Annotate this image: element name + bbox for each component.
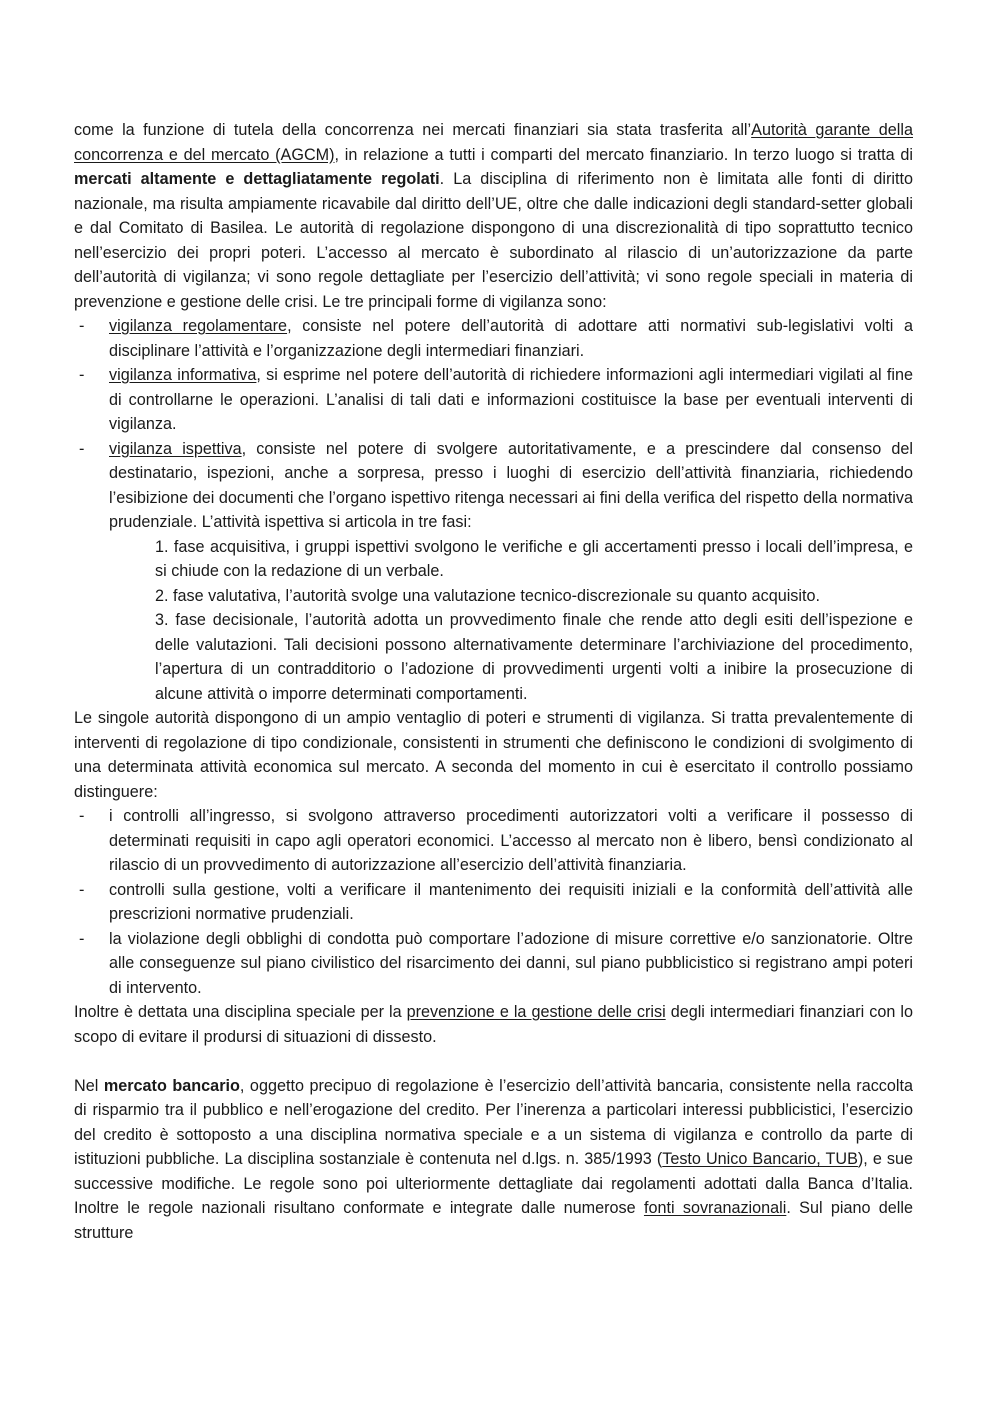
text: degli intermediari finanziari con lo scopo di evitare il prodursi di situazioni di dissesto. xyxy=(74,1003,914,1046)
text: . La disciplina di riferimento non è limitata alle fonti di diritto nazionale, ma risulta ampiamente ricavabile dal diritto dell’UE, oltre che dalle indicazioni degli standard-setter globali e dal Comitato di Basilea. Le autorità di regolazione dispongono di una discrezionalità di tipo soprattutto tecnico nell’esercizio dei propri poteri. L’accesso al mercato è subordinato al rilascio di un’autorizzazione da parte dell’autorità di vigilanza; vi sono regole dettagliate per l’esercizio dell’attività; vi sono regole speciali in materia di prevenzione e gestione delle crisi. Le tre principali forme di vigilanza sono: xyxy=(74,170,914,311)
list-item-violazione-obblighi: - la violazione degli obblighi di condotta può comportare l’adozione di misure correttive e/o sanzionatorie. Oltre alle conseguenze sul piano civilistico del risarcimento dei danni, sul piano pubblicistico si registrano ampi poteri di intervento. xyxy=(74,927,913,1001)
text: . Sul piano delle strutture xyxy=(74,1199,913,1242)
list-item-controlli-gestione: - controlli sulla gestione, volti a verificare il mantenimento dei requisiti iniziali e la conformità dell’attività alle prescrizioni normative prudenziali. xyxy=(74,878,913,927)
link-fonti-sovranazionali[interactable]: fonti sovranazionali xyxy=(643,1199,787,1217)
list-item-fase-valutativa: 2. fase valutativa, l’autorità svolge una valutazione tecnico-discrezionale su quanto acquisito. xyxy=(155,586,820,605)
term-link[interactable]: vigilanza regolamentare xyxy=(109,317,288,335)
link-crisi[interactable]: prevenzione e la gestione delle crisi xyxy=(406,1003,666,1021)
list-item-vigilanza-regolamentare xyxy=(74,314,913,363)
paragraph-mercato-bancario xyxy=(74,1074,913,1246)
text: Nel xyxy=(74,1076,104,1095)
term-link[interactable]: vigilanza informativa xyxy=(109,366,257,384)
paragraph-crisi xyxy=(74,1000,913,1049)
text: come la funzione di tutela della concorrenza nei mercati finanziari sia stata trasferita all’ xyxy=(74,121,752,139)
list-item-fase-decisionale: 3. fase decisionale, l’autorità adotta un provvedimento finale che rende atto degli esiti dell’ispezione e delle valutazioni. Tali decisioni possono alternativamente determinare l’archiviazione del procedimento, l’apertura di un contradditorio o l’adozione di provvedimenti urgenti volti a inibire la prosecuzione di alcune attività o imporre determinati comportamenti. xyxy=(155,611,913,703)
link-tub[interactable]: Testo Unico Bancario, TUB xyxy=(662,1150,858,1168)
list-item-vigilanza-ispettiva xyxy=(74,437,913,707)
paragraph-spacer xyxy=(74,1049,913,1074)
paragraph-poteri: Le singole autorità dispongono di un ampio ventaglio di poteri e strumenti di vigilanza. Si tratta prevalentemente di interventi di regolazione di tipo condizionale, consistenti in strumenti che definiscono le condizioni di svolgimento di una determinata attività economica sul mercato. A seconda del momento in cui è esercitato il controllo possiamo distinguere: xyxy=(74,709,913,801)
list-item-controlli-ingresso: - i controlli all’ingresso, si svolgono attraverso procedimenti autorizzatori volti a verificare il possesso di determinati requisiti in capo agli operatori economici. L’accesso al mercato non è libero, bensì condizionato al rilascio di un provvedimento di autorizzazione all’esercizio dell’attività finanziaria. xyxy=(74,804,913,878)
list-item-fase-acquisitiva: 1. fase acquisitiva, i gruppi ispettivi svolgono le verifiche e gli accertamenti presso i locali dell’impresa, e si chiude con la redazione di un verbale. xyxy=(155,537,913,580)
list-item-vigilanza-informativa xyxy=(74,363,913,437)
term-link[interactable]: vigilanza ispettiva xyxy=(109,439,242,458)
text: , oggetto precipuo di regolazione è l’esercizio dell’attività bancaria, consistente nella raccolta di risparmio tra il pubblico e nell’erogazione del credito. Per l’inerenza a particolari interessi pubblicistici, l’esercizio del credito è sottoposto a una disciplina normativa speciale e a un sistema di vigilanza e controllo da parte di istituzioni pubbliche. La disciplina sostanziale è contenuta nel d.lgs. n. 385/1993 ( xyxy=(74,1076,913,1168)
link-agcm[interactable]: Autorità garante della concorrenza e del mercato (AGCM) xyxy=(74,121,913,164)
text: , consiste nel potere di svolgere autoritativamente, e a prescindere dal consenso del destinatario, ispezioni, anche a sorpresa, presso i luoghi di esercizio dell’attività finanziaria, richiedendo l’esibizione dei documenti che l’organo ispettivo ritenga necessari ai fini della verifica del rispetto della normativa prudenziale. L’attività ispettiva si articola in tre fasi: xyxy=(109,439,914,531)
text: , si esprime nel potere dell’autorità di richiedere informazioni agli intermediari vigilati al fine di controllarne le operazioni. L’analisi di tali dati e informazioni costituisce la base per eventuali interventi di vigilanza. xyxy=(109,366,913,433)
bold-phrase: mercato bancario xyxy=(103,1076,240,1095)
bold-phrase: mercati altamente e dettagliatamente regolati xyxy=(74,170,440,188)
paragraph-regolazione xyxy=(74,118,913,314)
text: Inoltre è dettata una disciplina speciale per la xyxy=(74,1003,407,1021)
document-page xyxy=(74,118,913,1245)
text: , in relazione a tutti i comparti del mercato finanziario. In terzo luogo si tratta di xyxy=(334,145,913,164)
controlli-list xyxy=(74,804,913,1000)
fasi-list xyxy=(109,535,913,707)
text: , consiste nel potere dell’autorità di adottare atti normativi sub-legislativi volti a disciplinare l’attività e l’organizzazione degli intermediari finanziari. xyxy=(109,317,913,360)
vigilanza-list xyxy=(74,314,913,706)
text: ), e sue successive modifiche. Le regole sono poi ulteriormente dettagliate dai regolamenti adottati dalla Banca d’Italia. Inoltre le regole nazionali risultano conformate e integrate dalle numerose xyxy=(74,1150,913,1217)
